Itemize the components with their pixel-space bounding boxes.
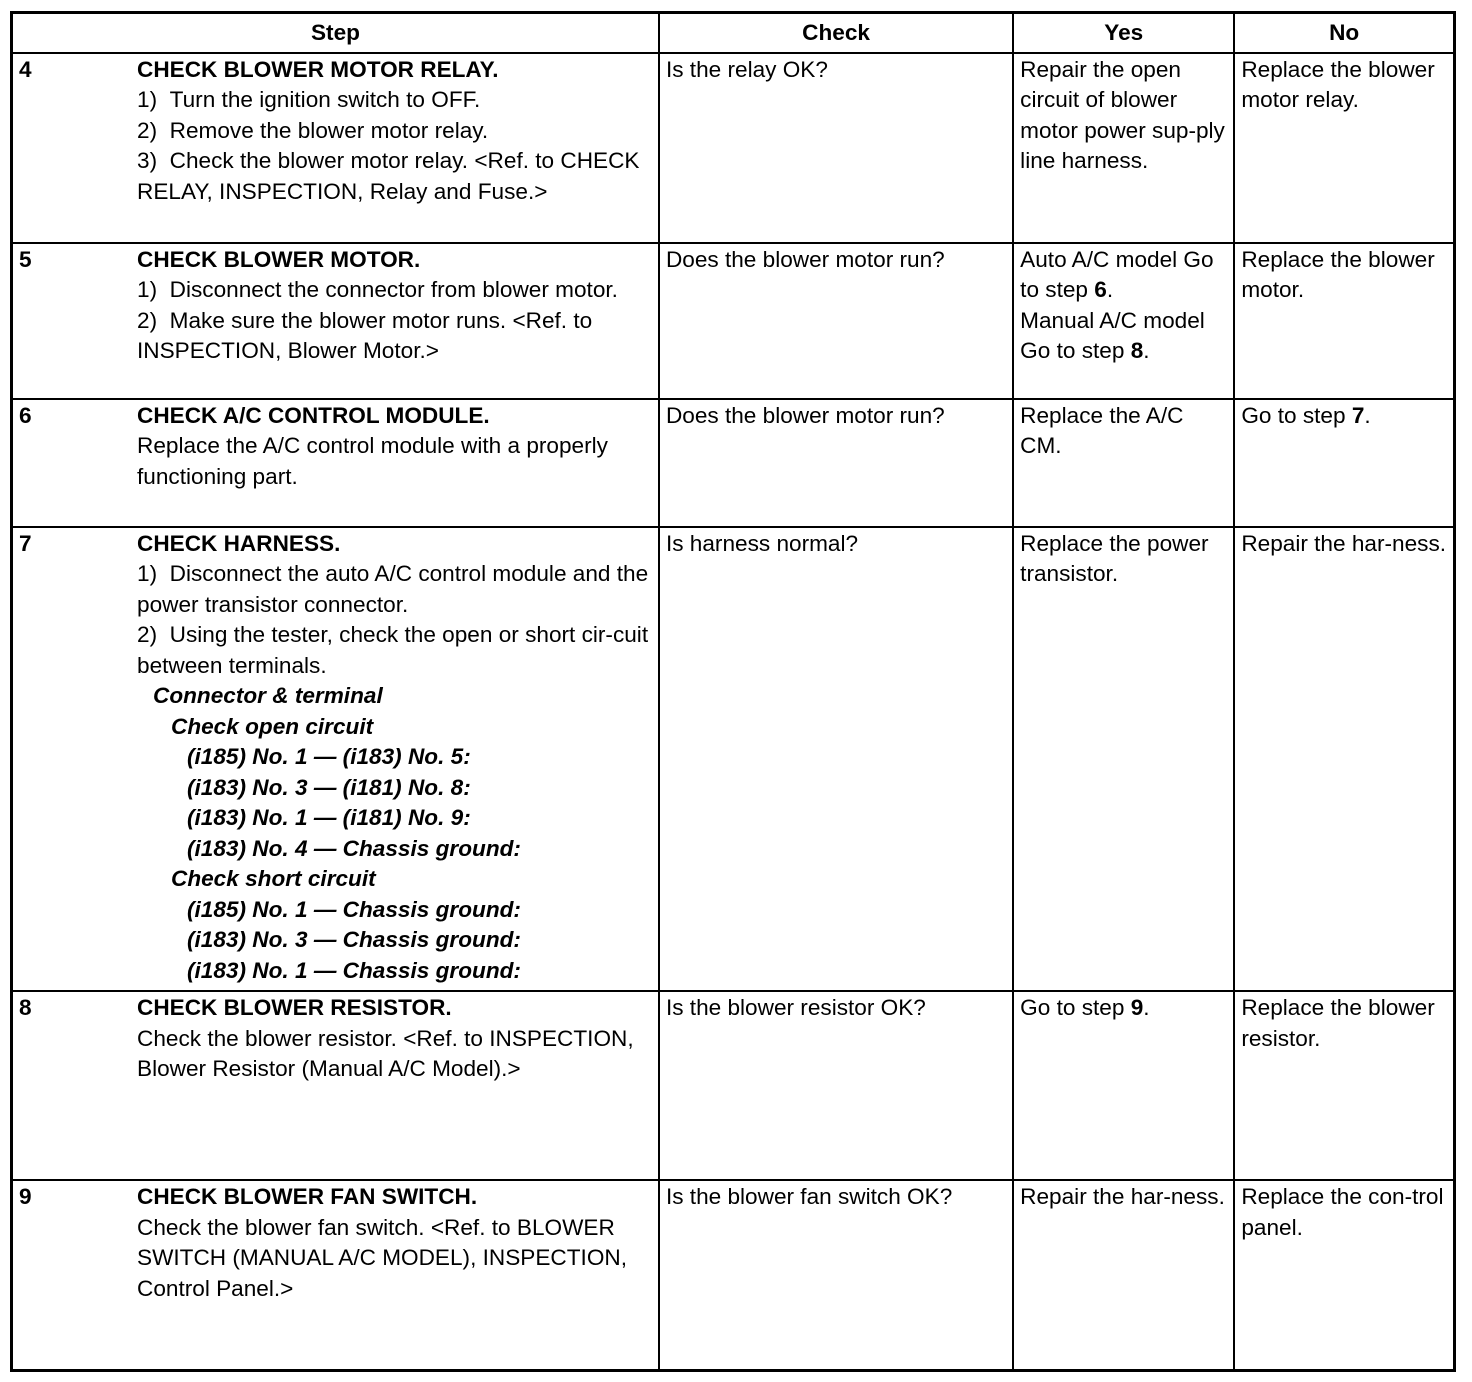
step-line: Replace the A/C control module with a properly functioning part.	[137, 433, 608, 489]
step-number: 6	[19, 402, 32, 428]
yes-cell	[1013, 53, 1234, 243]
step-line: (i183) No. 3 — (i181) No. 8:	[187, 774, 471, 800]
step-body	[13, 244, 658, 367]
check-text: Is the relay OK?	[665, 56, 828, 82]
yes-cell	[1013, 527, 1234, 991]
step-title: CHECK BLOWER FAN SWITCH.	[137, 1184, 478, 1210]
step-number: 7	[19, 530, 32, 556]
step-line: 2) Using the tester, check the open or short cir-cuit between terminals.	[137, 622, 649, 678]
step-number: 4	[19, 56, 32, 82]
step-number: 9	[19, 1184, 32, 1210]
cell-text-part: 9	[1130, 995, 1144, 1021]
step-line: (i183) No. 3 — Chassis ground:	[187, 927, 521, 953]
no-text: Replace the blower motor.	[1241, 246, 1435, 303]
no-cell	[1234, 1180, 1454, 1370]
no-cell	[1234, 527, 1454, 991]
check-text: Is the blower resistor OK?	[665, 995, 926, 1021]
step-cell	[12, 243, 659, 399]
step-line: 1) Disconnect the connector from blower motor.	[137, 277, 618, 303]
check-text: Is the blower fan switch OK?	[665, 1184, 953, 1210]
yes-text: Replace the power transistor.	[1020, 530, 1209, 587]
step-title: CHECK A/C CONTROL MODULE.	[137, 402, 490, 428]
step-line: 1) Turn the ignition switch to OFF.	[137, 87, 481, 112]
step-title: CHECK BLOWER MOTOR.	[137, 246, 421, 272]
cell-text-part: .	[1364, 402, 1371, 428]
no-cell	[1234, 53, 1454, 243]
yes-cell	[1013, 991, 1234, 1180]
no-text: Repair the har-ness.	[1241, 530, 1447, 556]
step-cell	[12, 53, 659, 243]
yes-cell	[1013, 243, 1234, 399]
step-line: Check open circuit	[171, 713, 374, 739]
header-no: No	[1234, 13, 1454, 53]
check-text: Does the blower motor run?	[665, 402, 945, 428]
no-text: Replace the blower motor relay.	[1241, 56, 1435, 112]
check-cell	[659, 53, 1013, 243]
header-row	[12, 13, 1455, 53]
header-check: Check	[659, 13, 1013, 53]
step-line: 1) Disconnect the auto A/C control module and the power transistor connector.	[137, 561, 649, 617]
header-step: Step	[12, 13, 659, 53]
step-line: (i183) No. 4 — Chassis ground:	[187, 835, 521, 861]
yes-cell	[1013, 399, 1234, 527]
cell-text-part: .	[1143, 995, 1150, 1021]
step-line: 3) Check the blower motor relay. <Ref. to CHECK RELAY, INSPECTION, Relay and Fuse.>	[137, 148, 640, 204]
step-line: Check the blower fan switch. <Ref. to BLOWER SWITCH (MANUAL A/C MODEL), INSPECTION, Control Panel.>	[137, 1214, 627, 1301]
check-text: Does the blower motor run?	[665, 246, 945, 272]
cell-text-part: Go to step	[1241, 402, 1352, 428]
cell-text-part: Manual A/C model Go to step	[1020, 307, 1205, 364]
diagnostic-table	[10, 11, 1456, 1372]
step-cell	[12, 399, 659, 527]
step-line: Connector & terminal	[153, 683, 383, 709]
step-line: (i183) No. 1 — Chassis ground:	[187, 957, 521, 983]
table-row	[12, 243, 1455, 399]
no-text: Replace the blower resistor.	[1241, 995, 1435, 1051]
check-cell	[659, 991, 1013, 1180]
step-body	[13, 400, 658, 493]
table-row	[12, 1180, 1455, 1370]
step-body	[13, 992, 658, 1085]
step-body	[13, 1181, 658, 1304]
step-title: CHECK BLOWER RESISTOR.	[137, 995, 452, 1021]
check-cell	[659, 243, 1013, 399]
step-cell	[12, 1180, 659, 1370]
step-title: CHECK BLOWER MOTOR RELAY.	[137, 56, 499, 82]
yes-text: Replace the A/C CM.	[1020, 402, 1184, 459]
cell-text-part: Go to step	[1020, 995, 1131, 1021]
step-line: (i185) No. 1 — (i183) No. 5:	[187, 744, 471, 770]
step-line: 2) Remove the blower motor relay.	[137, 117, 489, 143]
table-row	[12, 53, 1455, 243]
cell-text-part: .	[1143, 338, 1150, 364]
check-cell	[659, 527, 1013, 991]
step-line: 2) Make sure the blower motor runs. <Ref. to INSPECTION, Blower Motor.>	[137, 307, 593, 364]
no-text	[1235, 400, 1453, 432]
table-row	[12, 991, 1455, 1180]
cell-text-part: 8	[1130, 338, 1144, 364]
table-row	[12, 527, 1455, 991]
no-cell	[1234, 399, 1454, 527]
yes-text: Repair the har-ness.	[1020, 1184, 1225, 1210]
yes-text	[1014, 244, 1233, 367]
header-yes: Yes	[1013, 13, 1234, 53]
yes-text	[1014, 992, 1233, 1024]
no-cell	[1234, 991, 1454, 1180]
table-row	[12, 399, 1455, 527]
yes-text: Repair the open circuit of blower motor power sup-ply line harness.	[1020, 56, 1225, 173]
step-number: 5	[19, 246, 32, 272]
step-cell	[12, 991, 659, 1180]
no-cell	[1234, 243, 1454, 399]
yes-cell	[1013, 1180, 1234, 1370]
cell-text-part: .	[1106, 277, 1114, 303]
step-body	[13, 528, 658, 987]
check-text: Is harness normal?	[665, 530, 859, 556]
check-cell	[659, 399, 1013, 527]
step-line: Check short circuit	[171, 866, 376, 892]
step-body	[13, 54, 658, 208]
step-line: (i183) No. 1 — (i181) No. 9:	[187, 805, 471, 831]
step-line: Check the blower resistor. <Ref. to INSPECTION, Blower Resistor (Manual A/C Model).>	[137, 1025, 634, 1082]
cell-text-part: Auto A/C model Go to step	[1020, 246, 1214, 303]
check-cell	[659, 1180, 1013, 1370]
step-number: 8	[19, 995, 32, 1021]
step-title: CHECK HARNESS.	[137, 530, 341, 556]
no-text: Replace the con-trol panel.	[1241, 1184, 1444, 1240]
step-cell	[12, 527, 659, 991]
cell-text-part: 6	[1094, 277, 1107, 303]
cell-text-part: 7	[1351, 402, 1365, 428]
step-line: (i185) No. 1 — Chassis ground:	[187, 896, 521, 922]
